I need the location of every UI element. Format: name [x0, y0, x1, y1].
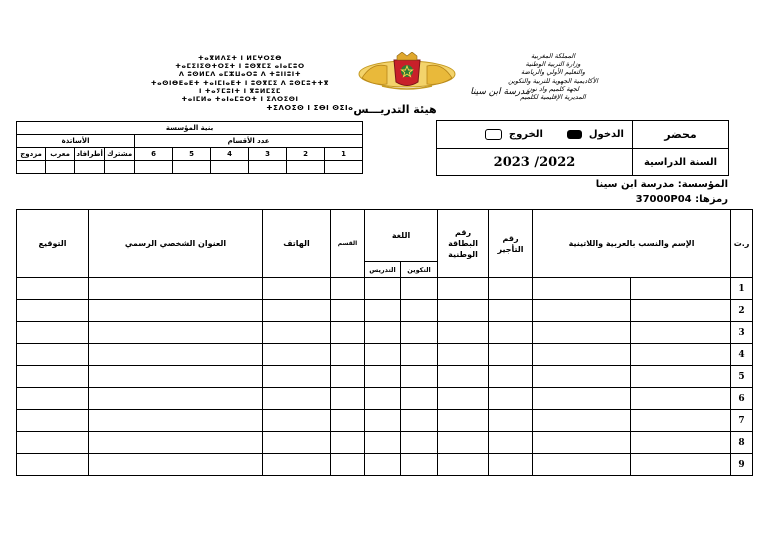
- table-cell[interactable]: [631, 432, 731, 454]
- table-cell[interactable]: [438, 454, 489, 476]
- sections-count-label: عدد الأقسام: [135, 135, 363, 148]
- row-index: 3: [731, 322, 753, 344]
- col-header-name: الإسم والنسب بالعربية واللاتينية: [533, 210, 731, 278]
- table-cell[interactable]: [365, 454, 401, 476]
- year-value: 2023 /2022: [437, 149, 633, 176]
- table-cell[interactable]: [533, 410, 631, 432]
- table-cell[interactable]: [365, 410, 401, 432]
- table-cell[interactable]: [489, 388, 533, 410]
- exit-label: الخروج: [508, 129, 543, 141]
- col-header-signature: التوقيع: [17, 210, 89, 278]
- page-title: هيئة التدريـــس: [353, 103, 437, 116]
- table-row: [17, 454, 753, 476]
- cell[interactable]: [287, 161, 325, 174]
- table-cell[interactable]: [489, 278, 533, 300]
- table-cell[interactable]: [89, 366, 263, 388]
- school-code: رمزها: 37000P04: [635, 194, 728, 205]
- table-cell[interactable]: [533, 278, 631, 300]
- table-cell[interactable]: [533, 388, 631, 410]
- table-cell[interactable]: [89, 410, 263, 432]
- arabic-line: لجهة كلميم واد نون: [527, 84, 579, 93]
- cin-line: البطاقة: [448, 239, 478, 248]
- coat-of-arms-emblem: [352, 52, 462, 92]
- cell[interactable]: [325, 161, 363, 174]
- table-cell[interactable]: [89, 278, 263, 300]
- table-cell[interactable]: [533, 322, 631, 344]
- cell[interactable]: [75, 161, 105, 174]
- tifinagh-line: ⴷ ⵓⵙⵍⵎⴷ ⴰⵎⵣⵡⴰⵔⵓ ⴷ ⵜⵓⵏⵏⵓⵏⵜ: [178, 70, 302, 79]
- table-cell[interactable]: [631, 278, 731, 300]
- table-cell[interactable]: [331, 410, 365, 432]
- arabic-school: مدرسة ابن سينا: [470, 87, 530, 97]
- section-col: 5: [173, 148, 211, 161]
- table-cell[interactable]: [489, 454, 533, 476]
- table-cell[interactable]: [401, 366, 438, 388]
- table-cell[interactable]: [365, 432, 401, 454]
- tifinagh-header: [150, 54, 330, 103]
- teacher-col: مزدوج: [17, 148, 46, 161]
- row-index: 7: [731, 410, 753, 432]
- arabic-line: والتعليم الأولي والرياضة: [521, 68, 585, 77]
- table-cell[interactable]: [17, 454, 89, 476]
- table-cell[interactable]: [438, 278, 489, 300]
- section-col: 4: [211, 148, 249, 161]
- table-cell[interactable]: [438, 432, 489, 454]
- table-cell[interactable]: [438, 300, 489, 322]
- payroll-line: رقم: [502, 233, 519, 243]
- table-cell[interactable]: [365, 388, 401, 410]
- table-cell[interactable]: [17, 344, 89, 366]
- col-header-payroll: [489, 210, 533, 278]
- teachers-label: الأساتذة: [17, 135, 135, 148]
- table-cell[interactable]: [263, 410, 331, 432]
- table-cell[interactable]: [401, 344, 438, 366]
- row-index: 9: [731, 454, 753, 476]
- table-cell[interactable]: [489, 300, 533, 322]
- tifinagh-line: ⵏ ⵜⴰⵢⵎⵓⵏⵜ ⵏ ⴳⵓⵍⵎⵉⵎ: [198, 86, 282, 95]
- cin-line: الوطنية: [448, 250, 478, 259]
- row-index: 6: [731, 388, 753, 410]
- structure-title: بنية المؤسسة: [17, 122, 363, 135]
- table-cell[interactable]: [331, 300, 365, 322]
- table-cell[interactable]: [263, 388, 331, 410]
- cell[interactable]: [135, 161, 173, 174]
- table-cell[interactable]: [365, 322, 401, 344]
- table-cell[interactable]: [17, 432, 89, 454]
- cell[interactable]: [105, 161, 135, 174]
- col-header-lang-training: التكوين: [401, 262, 438, 278]
- table-cell[interactable]: [89, 454, 263, 476]
- arabic-line: المملكة المغربية: [530, 52, 576, 60]
- table-cell[interactable]: [89, 344, 263, 366]
- arabic-line: الأكاديمية الجهوية للتربية والتكوين: [508, 76, 598, 85]
- report-box: [436, 120, 729, 176]
- table-cell[interactable]: [489, 432, 533, 454]
- table-cell[interactable]: [331, 388, 365, 410]
- teacher-col: مشترك: [105, 148, 135, 161]
- table-cell[interactable]: [631, 454, 731, 476]
- arabic-line: وزارة التربية الوطنية: [525, 60, 581, 69]
- section-col: 3: [249, 148, 287, 161]
- year-label: السنة الدراسية: [633, 149, 729, 176]
- table-cell[interactable]: [438, 366, 489, 388]
- tifinagh-line: ⵜⴰⵙⵏⴱⴹⴰⴹⵜ ⵜⴰⵏⵎⵏⴰⴹⵜ ⵏ ⵓⵙⴳⵎⵉ ⴷ ⵓⵙⵎⵓⵜⵜⴳ: [150, 78, 330, 87]
- table-cell[interactable]: [489, 410, 533, 432]
- table-cell[interactable]: [89, 388, 263, 410]
- table-cell[interactable]: [631, 388, 731, 410]
- table-row: [17, 300, 753, 322]
- table-cell[interactable]: [365, 300, 401, 322]
- table-cell[interactable]: [331, 454, 365, 476]
- table-cell[interactable]: [17, 278, 89, 300]
- row-index: 5: [731, 366, 753, 388]
- table-cell[interactable]: [533, 344, 631, 366]
- table-row: [17, 344, 753, 366]
- arabic-line: المديرية الإقليمية لكلميم: [520, 93, 586, 102]
- table-cell[interactable]: [263, 454, 331, 476]
- table-cell[interactable]: [401, 432, 438, 454]
- entry-checkbox[interactable]: [567, 130, 582, 139]
- table-cell[interactable]: [17, 388, 89, 410]
- table-cell[interactable]: [489, 322, 533, 344]
- row-index: 1: [731, 278, 753, 300]
- table-cell[interactable]: [263, 300, 331, 322]
- table-cell[interactable]: [489, 344, 533, 366]
- table-row: [17, 278, 753, 300]
- school-name: المؤسسة: مدرسة ابن سينا: [595, 179, 728, 190]
- table-cell[interactable]: [489, 366, 533, 388]
- table-cell[interactable]: [401, 278, 438, 300]
- table-cell[interactable]: [438, 322, 489, 344]
- table-cell[interactable]: [631, 344, 731, 366]
- cin-line: رقم: [454, 228, 472, 237]
- table-cell[interactable]: [331, 344, 365, 366]
- section-col: 1: [325, 148, 363, 161]
- table-cell[interactable]: [365, 278, 401, 300]
- report-label: محضر: [633, 121, 729, 149]
- table-cell[interactable]: [17, 366, 89, 388]
- table-cell[interactable]: [401, 300, 438, 322]
- table-cell[interactable]: [89, 322, 263, 344]
- table-cell[interactable]: [263, 366, 331, 388]
- tifinagh-line: ⵜⴰⴳⵍⴷⵉⵜ ⵏ ⵍⵎⵖⵔⵉⴱ: [197, 54, 283, 62]
- table-cell[interactable]: [438, 344, 489, 366]
- table-row: [17, 322, 753, 344]
- entry-exit-cell: [437, 121, 633, 149]
- col-header-address: العنوان الشخصي الرسمي: [89, 210, 263, 278]
- col-header-language: اللغة: [365, 210, 438, 262]
- table-cell[interactable]: [365, 344, 401, 366]
- table-cell[interactable]: [89, 300, 263, 322]
- table-row: [17, 388, 753, 410]
- table-cell[interactable]: [631, 410, 731, 432]
- row-index: 2: [731, 300, 753, 322]
- teacher-col: معرب: [46, 148, 75, 161]
- cell[interactable]: [211, 161, 249, 174]
- section-col: 6: [135, 148, 173, 161]
- payroll-line: التأجير: [497, 244, 524, 254]
- coat-of-arms-icon: [352, 52, 462, 92]
- section-col: 2: [287, 148, 325, 161]
- table-cell[interactable]: [331, 278, 365, 300]
- table-cell[interactable]: [533, 432, 631, 454]
- table-cell[interactable]: [263, 278, 331, 300]
- cell[interactable]: [173, 161, 211, 174]
- school-structure-table: [16, 121, 363, 174]
- tifinagh-line: ⵜⴰⵏⵎⵍⴰ ⵜⴰⵏⴰⵎⵓⵔⵜ ⵏ ⵉⴷⵔⵉⵙⵏ: [181, 95, 299, 104]
- table-row: [17, 432, 753, 454]
- table-cell[interactable]: [17, 410, 89, 432]
- table-cell[interactable]: [17, 300, 89, 322]
- table-cell[interactable]: [533, 366, 631, 388]
- table-row: [17, 410, 753, 432]
- table-cell[interactable]: [631, 322, 731, 344]
- tifinagh-line: ⵜⴰⵎⵉⵏⵉⵙⵜⵔⵉⵜ ⵏ ⵓⵙⴳⵎⵉ ⴰⵏⴰⵎⵓⵔ: [175, 62, 305, 71]
- table-cell[interactable]: [533, 300, 631, 322]
- cell[interactable]: [17, 161, 46, 174]
- col-header-cin: [438, 210, 489, 278]
- table-cell[interactable]: [331, 366, 365, 388]
- col-header-lang-teaching: التدريس: [365, 262, 401, 278]
- table-cell[interactable]: [533, 454, 631, 476]
- table-cell[interactable]: [401, 322, 438, 344]
- col-header-phone: الهاتف: [263, 210, 331, 278]
- tifinagh-school: ⵜⵉⴷⵔⵉⵙ ⵏ ⵉⴱⵏ ⵙⵉⵏⴰ: [266, 104, 354, 112]
- col-header-class: القسم: [331, 210, 365, 278]
- table-cell[interactable]: [401, 410, 438, 432]
- exit-checkbox[interactable]: [485, 129, 502, 140]
- table-cell[interactable]: [331, 322, 365, 344]
- cell[interactable]: [249, 161, 287, 174]
- table-cell[interactable]: [631, 300, 731, 322]
- table-cell[interactable]: [631, 366, 731, 388]
- row-index: 8: [731, 432, 753, 454]
- table-cell[interactable]: [438, 388, 489, 410]
- table-cell[interactable]: [89, 432, 263, 454]
- table-cell[interactable]: [17, 322, 89, 344]
- teacher-col: أطرافاد: [75, 148, 105, 161]
- entry-label: الدخول: [588, 129, 624, 141]
- table-cell[interactable]: [263, 322, 331, 344]
- col-header-index: ر.ت: [731, 210, 753, 278]
- table-row: [17, 366, 753, 388]
- table-cell[interactable]: [438, 410, 489, 432]
- teachers-table: [16, 209, 753, 476]
- table-cell[interactable]: [365, 366, 401, 388]
- table-cell[interactable]: [401, 388, 438, 410]
- table-cell[interactable]: [263, 432, 331, 454]
- table-cell[interactable]: [263, 344, 331, 366]
- table-cell[interactable]: [331, 432, 365, 454]
- cell[interactable]: [46, 161, 75, 174]
- table-cell[interactable]: [401, 454, 438, 476]
- row-index: 4: [731, 344, 753, 366]
